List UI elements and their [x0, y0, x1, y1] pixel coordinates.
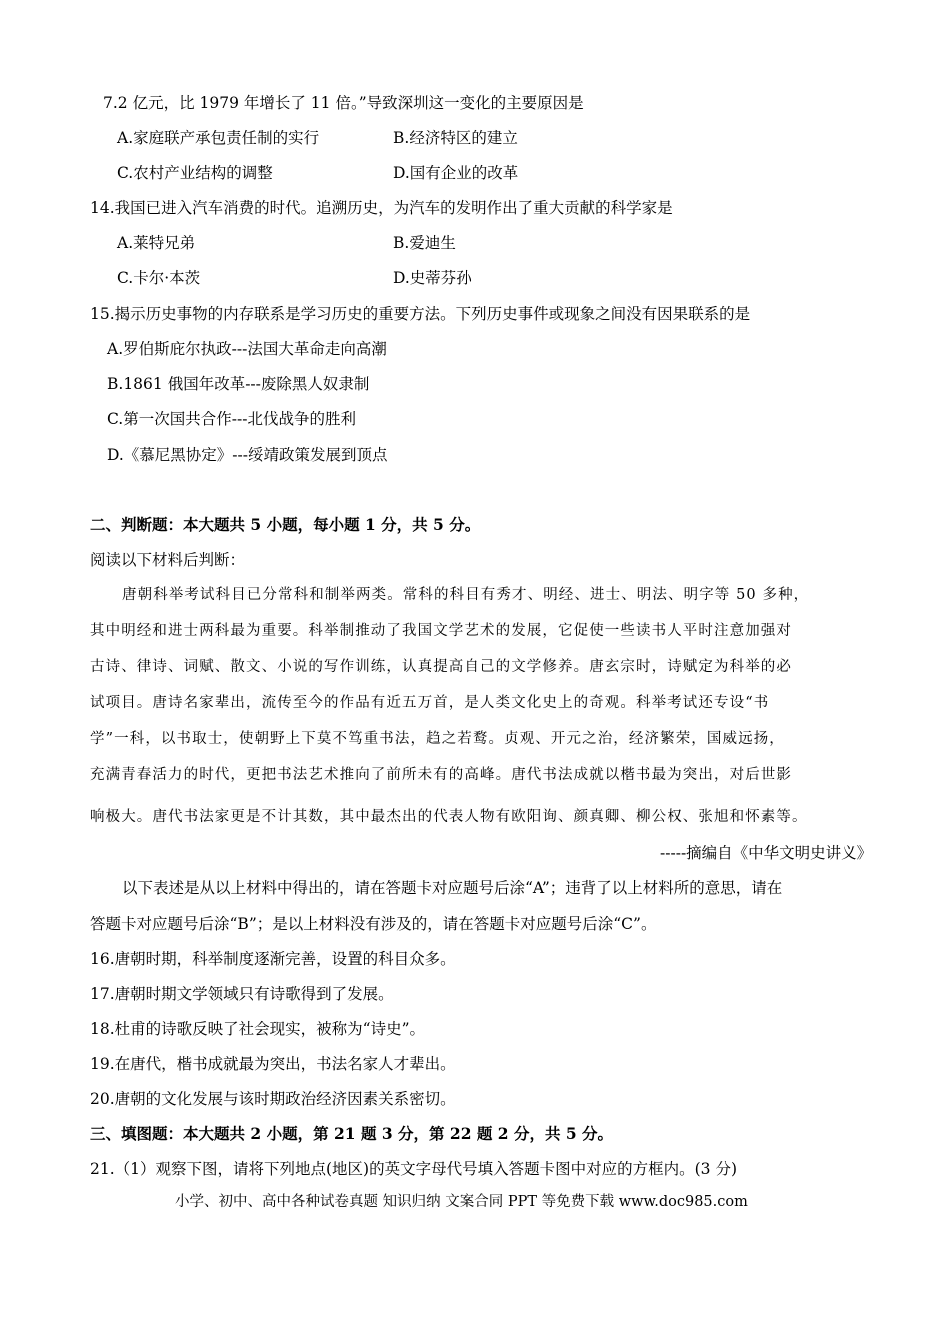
instruction-line: 以下表述是从以上材料中得出的，请在答题卡对应题号后涂“A”；违背了以上材料所的意思，请在 [122, 879, 783, 897]
judgment-item-18: 18.杜甫的诗歌反映了社会现实，被称为“诗史”。 [90, 1020, 425, 1038]
passage-line: 唐朝科举考试科目已分常科和制举两类。常科的科目有秀才、明经、进士、明法、明字等 50 多种， [122, 587, 810, 603]
page-footer: 小学、初中、高中各种试卷真题 知识归纳 文案合同 PPT 等免费下载 www.doc985.com [175, 1194, 748, 1210]
q14-stem: 14.我国已进入汽车消费的时代。追溯历史，为汽车的发明作出了重大贡献的科学家是 [90, 199, 673, 217]
q13-option-c: C.农村产业结构的调整 [117, 164, 273, 182]
passage-line: 试项目。唐诗名家辈出，流传至今的作品有近五万首，是人类文化史上的奇观。科举考试还专设“书 [90, 695, 770, 711]
section3-heading: 三、填图题：本大题共 2 小题，第 21 题 3 分，第 22 题 2 分，共 5 分。 [90, 1124, 614, 1143]
passage-source: -----摘编自《中华文明史讲义》 [660, 844, 873, 862]
passage-line: 充满青春活力的时代，更把书法艺术推向了前所未有的高峰。唐代书法成就以楷书最为突出，对后世影 [90, 767, 792, 783]
instruction-line: 答题卡对应题号后涂“B”；是以上材料没有涉及的，请在答题卡对应题号后涂“C”。 [90, 915, 657, 933]
judgment-item-20: 20.唐朝的文化发展与该时期政治经济因素关系密切。 [90, 1090, 456, 1108]
q15-option-c: C.第一次国共合作---北伐战争的胜利 [107, 410, 356, 428]
q14-option-d: D.史蒂芬孙 [393, 269, 472, 287]
q15-option-d: D.《慕尼黑协定》---绥靖政策发展到顶点 [107, 446, 388, 464]
q13-option-a: A.家庭联产承包责任制的实行 [117, 129, 320, 147]
q15-stem: 15.揭示历史事物的内存联系是学习历史的重要方法。下列历史事件或现象之间没有因果联系的是 [90, 305, 751, 323]
section2-intro: 阅读以下材料后判断： [90, 551, 246, 569]
judgment-item-19: 19.在唐代，楷书成就最为突出，书法名家人才辈出。 [90, 1055, 456, 1073]
q14-option-c: C.卡尔·本茨 [117, 269, 201, 287]
q15-option-a: A.罗伯斯庇尔执政---法国大革命走向高潮 [107, 340, 387, 358]
q21-stem: 21.（1）观察下图，请将下列地点(地区)的英文字母代号填入答题卡图中对应的方框内。(3 分) [90, 1160, 737, 1178]
q13-stem-tail: 7.2 亿元，比 1979 年增长了 11 倍。”导致深圳这一变化的主要原因是 [103, 94, 584, 112]
q14-option-b: B.爱迪生 [393, 234, 456, 252]
judgment-item-16: 16.唐朝时期，科举制度逐渐完善，设置的科目众多。 [90, 950, 456, 968]
passage-line: 古诗、律诗、词赋、散文、小说的写作训练，认真提高自己的文学修养。唐玄宗时，诗赋定为科举的必 [90, 659, 792, 675]
q14-option-a: A.莱特兄弟 [117, 234, 196, 252]
judgment-item-17: 17.唐朝时期文学领域只有诗歌得到了发展。 [90, 985, 394, 1003]
passage-line: 响极大。唐代书法家更是不计其数，其中最杰出的代表人物有欧阳询、颜真卿、柳公权、张旭和怀素等。 [90, 809, 808, 825]
q13-option-d: D.国有企业的改革 [393, 164, 519, 182]
passage-line: 学”一科，以书取士，使朝野上下莫不笃重书法，趋之若鹜。贞观、开元之治，经济繁荣，国威远扬， [90, 731, 785, 747]
q15-option-b: B.1861 俄国年改革---废除黑人奴隶制 [107, 375, 370, 393]
passage-line: 其中明经和进士两科最为重要。科举制推动了我国文学艺术的发展，它促使一些读书人平时注意加强对 [90, 623, 792, 639]
q13-option-b: B.经济特区的建立 [393, 129, 518, 147]
section2-heading: 二、判断题：本大题共 5 小题，每小题 1 分，共 5 分。 [90, 515, 481, 534]
